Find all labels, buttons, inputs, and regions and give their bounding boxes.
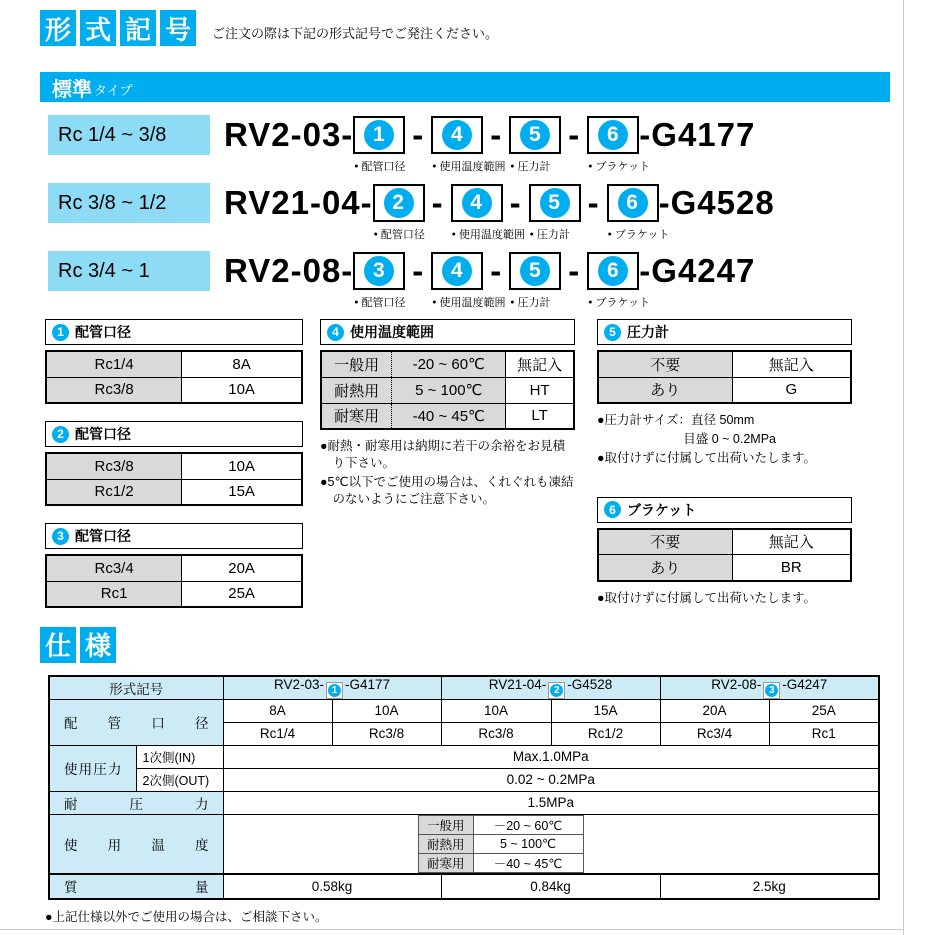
spec-header-label: 形式記号 [49,676,223,700]
table-row [46,555,302,581]
option-table-title: 圧力計 [627,324,669,340]
value-cell: 15A [182,479,302,505]
model-row-3 [48,251,890,309]
section-header-specifications [40,627,890,663]
row-label-pipe-size: 配管口径 [49,699,223,745]
option-digit-box [763,682,780,699]
usage-cell: 耐寒用 [321,403,392,429]
option-slot [373,184,425,241]
size-rc-cell: Rc1/4 [223,722,332,745]
size-rc-cell: Rc1 [769,722,879,745]
model-row-2 [48,183,890,241]
option-digit-box [509,252,561,290]
option-table-title: 配管口径 [75,528,131,544]
option-slot [509,252,561,309]
option-digit-box [529,184,581,222]
circled-number-icon: 2 [384,188,414,218]
model-pre: RV21-04- [488,676,547,692]
option-slot-label: ● ブラケット [588,294,650,310]
model-prefix: RV2-03- [224,116,354,153]
option-slot [509,116,561,173]
model-post: -G4528 [567,676,613,692]
banner-sub-label: タイプ [94,82,133,98]
specifications-table [48,675,880,900]
table-row [419,834,584,853]
option-slot-label: ● 圧力計 [510,294,550,310]
circled-number-icon: 5 [604,324,621,341]
model-post: -G4247 [782,676,828,692]
circled-number-icon: 5 [520,120,550,150]
section-header-model-code [40,10,890,46]
option-column-3 [597,319,852,609]
table-row [321,377,574,403]
option-digit-box [353,116,405,154]
option-table-1 [45,319,303,404]
proof-pressure-value: 1.5MPa [223,791,879,814]
size-a-cell: 25A [769,699,879,722]
value-cell: 20A [182,555,302,581]
table-row [46,377,302,403]
code-dash: - [568,116,581,153]
option-table-2 [45,421,303,506]
mass-value: 2.5kg [660,874,879,899]
option-tables-area [45,319,890,609]
bracket-table [597,528,852,582]
option-digit-box [431,252,483,290]
option-table-4-header [320,319,575,345]
range-cell: 5 ~ 100℃ [392,377,506,403]
option-digit-box [587,116,639,154]
note-line: ●5℃以下でご使用の場合は、くれぐれも凍結のないようにご注意下さい。 [320,474,574,506]
size-cell: Rc3/8 [46,453,182,479]
note-line: 目盛 0 ~ 0.2MPa [683,431,776,446]
note-line: ●耐熱・耐寒用は納期に若干の余裕をお見積り下さい。 [320,439,566,470]
option-slot-label: ● 配管口径 [354,294,405,310]
code-cell: 無記入 [732,529,851,555]
option-slot [607,184,670,241]
option-table-3-header [45,523,303,549]
option-digit-box [373,184,425,222]
page-edge-bottom [0,929,904,930]
circled-number-icon: 2 [550,684,563,697]
row-label-mass: 質量 [49,874,223,899]
spec-header-row [49,676,879,700]
value-cell: 25A [182,581,302,607]
usage-cell: 耐熱用 [419,834,474,853]
model-code [224,184,775,241]
option-slot-label: ● 圧力計 [530,226,570,242]
table-row [598,377,851,403]
size-a-cell: 8A [223,699,332,722]
circled-number-icon: 3 [364,256,394,286]
pressure-out-value: 0.02 ~ 0.2MPa [223,768,879,791]
pipe-size-range: Rc 3/4 ~ 1 [48,251,210,291]
choice-cell: 不要 [598,529,732,555]
code-cell: HT [506,377,574,403]
size-cell: Rc3/4 [46,555,182,581]
value-cell: 10A [182,377,302,403]
choice-cell: あり [598,555,732,581]
option-table-5 [597,319,852,467]
option-table-title: 使用温度範囲 [350,324,434,340]
size-cell: Rc1/4 [46,351,182,377]
code-cell: LT [506,403,574,429]
option-table-title: 配管口径 [75,426,131,442]
option-slot-label: ● 使用温度範囲 [452,226,525,242]
option-digit-box [607,184,659,222]
note-line: ●圧力計サイズ：直径 50mm [597,413,755,427]
pressure-in-value: Max.1.0MPa [223,745,879,768]
code-dash: - [568,252,581,289]
size-a-cell: 10A [332,699,441,722]
option-digit-box [326,682,343,699]
circled-number-icon: 6 [618,188,648,218]
code-cell: 無記入 [506,351,574,377]
spec-row-temperature [49,814,879,874]
option-slot [451,184,525,241]
pipe-size-table-3 [45,554,303,608]
row-label-working-pressure: 使用圧力 [49,745,136,791]
title-char-box: 形 [40,10,76,46]
size-cell: Rc1/2 [46,479,182,505]
code-cell: G [732,377,851,403]
table-row [46,581,302,607]
pipe-size-range: Rc 3/8 ~ 1/2 [48,183,210,223]
usage-cell: 一般用 [321,351,392,377]
spec-row-pressure-out [49,768,879,791]
table-row [598,529,851,555]
option-digit-box [353,252,405,290]
note-line: ●取付けずに付属して出荷いたします。 [597,450,817,465]
pipe-size-table-2 [45,452,303,506]
option-table-6 [597,497,852,607]
table-row [321,403,574,429]
size-cell: Rc3/8 [46,377,182,403]
spec-row-pipe-a [49,699,879,722]
model-row-1 [48,115,890,173]
circled-number-icon: 6 [598,120,628,150]
option-slot [431,116,506,173]
option-column-2 [320,319,575,609]
option-slot-label: ● 使用温度範囲 [432,294,505,310]
footer-note: ●上記仕様以外でご使用の場合は、ご相談下さい。 [45,909,328,924]
option-slot [587,252,650,309]
usage-cell: 一般用 [419,815,474,834]
option-slot [431,252,506,309]
circled-number-icon: 1 [328,684,341,697]
temperature-values-cell [223,814,879,874]
table-row [419,853,584,872]
pressure-gauge-table [597,350,852,404]
value-cell: 8A [182,351,302,377]
size-a-cell: 10A [441,699,551,722]
range-cell: -40 ~ 45℃ [392,403,506,429]
circled-number-icon: 4 [462,188,492,218]
choice-cell: あり [598,377,732,403]
code-dash: - [412,116,425,153]
usage-cell: 耐熱用 [321,377,392,403]
ordering-note: ご注文の際は下記の形式記号でご発注ください。 [212,25,499,41]
option-slot-label: ● 圧力計 [510,158,550,174]
page-edge-right [903,0,904,935]
spec-model-cell [441,676,660,700]
range-cell: -20 ~ 60℃ [392,351,506,377]
circled-number-icon: 6 [604,501,621,518]
model-suffix: -G4528 [658,184,775,221]
range-cell: －40 ~ 45℃ [473,853,583,872]
circled-number-icon: 1 [364,120,394,150]
circled-number-icon: 5 [540,188,570,218]
choice-cell: 不要 [598,351,732,377]
size-rc-cell: Rc3/4 [660,722,769,745]
title-char-box: 式 [80,10,116,46]
sub-label-primary: 1次側(IN) [136,745,223,768]
model-suffix: -G4177 [639,116,756,153]
option-slot [529,184,581,241]
section-title [40,10,196,46]
circled-number-icon: 3 [765,684,778,697]
note-line: ●取付けずに付属して出荷いたします。 [597,590,817,605]
title-char-box: 仕 [40,627,76,663]
model-pre: RV2-03- [273,676,324,692]
range-cell: －20 ~ 60℃ [473,815,583,834]
option-table-title: ブラケット [627,501,697,518]
model-prefix: RV2-08- [224,252,354,289]
code-dash: - [490,252,503,289]
title-char-box: 記 [120,10,156,46]
size-rc-cell: Rc3/8 [332,722,441,745]
circled-number-icon: 4 [442,256,472,286]
usage-cell: 耐寒用 [419,853,474,872]
circled-number-icon: 1 [52,324,69,341]
circled-number-icon: 2 [52,426,69,443]
table-row [46,453,302,479]
mass-value: 0.84kg [441,874,660,899]
table-row [46,351,302,377]
size-rc-cell: Rc3/8 [441,722,551,745]
code-dash: - [509,184,522,221]
title-char-box: 号 [160,10,196,46]
option-table-5-header [597,319,852,345]
circled-number-icon: 3 [52,528,69,545]
option-digit-box [587,252,639,290]
option-slot-label: ● 配管口径 [354,158,405,174]
size-rc-cell: Rc1/2 [551,722,660,745]
code-dash: - [490,116,503,153]
model-code [224,252,756,309]
table-row [321,351,574,377]
bracket-notes [597,590,852,607]
model-post: -G4177 [345,676,391,692]
value-cell: 10A [182,453,302,479]
banner-main-label: 標準 [52,78,92,101]
size-cell: Rc1 [46,581,182,607]
option-table-1-header [45,319,303,345]
code-cell: 無記入 [732,351,851,377]
circled-number-icon: 6 [598,256,628,286]
option-slot [587,116,650,173]
sub-label-secondary: 2次側(OUT) [136,768,223,791]
model-pre: RV2-08- [711,676,762,692]
pipe-size-range: Rc 1/4 ~ 3/8 [48,115,210,155]
option-digit-box [548,682,565,699]
model-prefix: RV21-04- [224,184,373,221]
option-digit-box [431,116,483,154]
temperature-inner-table [418,815,584,873]
pipe-size-table-1 [45,350,303,404]
option-table-6-header [597,497,852,523]
size-a-cell: 20A [660,699,769,722]
option-slot [353,116,406,173]
option-column-1 [45,319,303,609]
spec-model-cell [223,676,441,700]
row-label-temperature: 使用温度 [49,814,223,874]
option-table-4 [320,319,575,508]
title-char-box: 様 [80,627,116,663]
option-table-3 [45,523,303,608]
range-cell: 5 ~ 100℃ [473,834,583,853]
circled-number-icon: 4 [442,120,472,150]
temperature-range-table [320,350,575,430]
spec-row-proof-pressure [49,791,879,814]
code-dash: - [431,184,444,221]
option-slot-label: ● ブラケット [588,158,650,174]
size-a-cell: 15A [551,699,660,722]
option-table-2-header [45,421,303,447]
option-slot-label: ● 配管口径 [374,226,425,242]
option-slot [353,252,406,309]
code-dash: - [587,184,600,221]
option-slot-label: ● ブラケット [608,226,670,242]
spec-row-pressure-in [49,745,879,768]
circled-number-icon: 5 [520,256,550,286]
row-label-proof-pressure: 耐圧力 [49,791,223,814]
circled-number-icon: 4 [327,324,344,341]
option-digit-box [509,116,561,154]
code-dash: - [412,252,425,289]
spec-row-mass [49,874,879,899]
option-table-title: 配管口径 [75,324,131,340]
table-row [598,351,851,377]
code-cell: BR [732,555,851,581]
table-row [598,555,851,581]
table-row [46,479,302,505]
standard-type-banner [40,72,890,102]
mass-value: 0.58kg [223,874,441,899]
pressure-gauge-notes [597,412,852,467]
table-row [419,815,584,834]
model-code [224,116,756,173]
option-digit-box [451,184,503,222]
option-slot-label: ● 使用温度範囲 [432,158,505,174]
temperature-notes [320,438,575,508]
spec-model-cell [660,676,879,700]
model-suffix: -G4247 [639,252,756,289]
